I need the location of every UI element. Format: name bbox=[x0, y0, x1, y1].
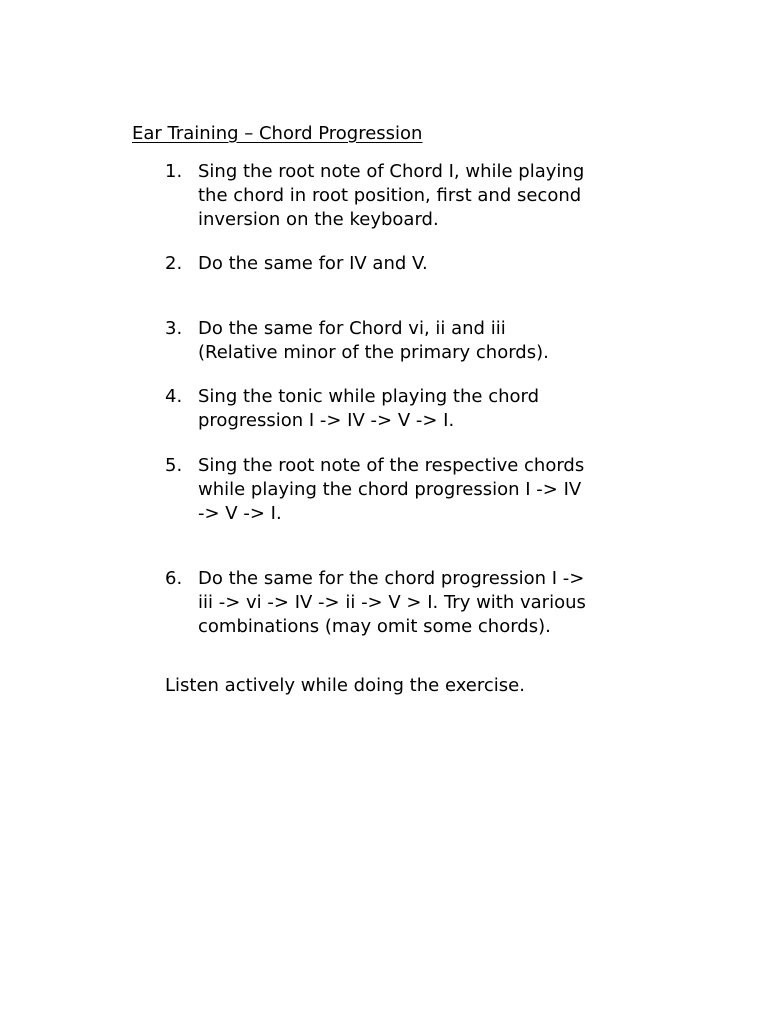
list-item-number: 6. bbox=[165, 568, 183, 589]
list-item-line: progression I -> IV -> V -> I. bbox=[198, 410, 455, 431]
list-item-text bbox=[198, 252, 648, 276]
list-item-line: Sing the tonic while playing the chord bbox=[198, 386, 540, 407]
list-item-text bbox=[198, 454, 648, 526]
list-item-number: 2. bbox=[165, 253, 183, 274]
list-item-text bbox=[198, 385, 648, 433]
list-item-text bbox=[198, 160, 648, 232]
list-item-line: while playing the chord progression I -> IV bbox=[198, 479, 582, 500]
list-item-number: 4. bbox=[165, 386, 183, 407]
list-item-line: Do the same for IV and V. bbox=[198, 253, 428, 274]
list-item-line: Sing the root note of Chord I, while playing bbox=[198, 161, 585, 182]
list-item-line: inversion on the keyboard. bbox=[198, 209, 439, 230]
list-item-line: the chord in root position, first and second bbox=[198, 185, 582, 206]
list-item-text bbox=[198, 567, 648, 639]
list-item-line: combinations (may omit some chords). bbox=[198, 616, 551, 637]
list-item-number: 5. bbox=[165, 455, 183, 476]
closing-note: Listen actively while doing the exercise. bbox=[165, 675, 525, 696]
list-item-number: 1. bbox=[165, 161, 183, 182]
list-item-line: Sing the root note of the respective chords bbox=[198, 455, 585, 476]
list-item-line: Do the same for the chord progression I -> bbox=[198, 568, 585, 589]
list-item-number: 3. bbox=[165, 318, 183, 339]
list-item-text bbox=[198, 317, 648, 365]
page-title: Ear Training – Chord Progression bbox=[132, 123, 423, 144]
list-item-line: iii -> vi -> IV -> ii -> V > I. Try with various bbox=[198, 592, 586, 613]
list-item-line: Do the same for Chord vi, ii and iii bbox=[198, 318, 506, 339]
list-item-line: -> V -> I. bbox=[198, 503, 282, 524]
list-item-line: (Relative minor of the primary chords). bbox=[198, 342, 549, 363]
